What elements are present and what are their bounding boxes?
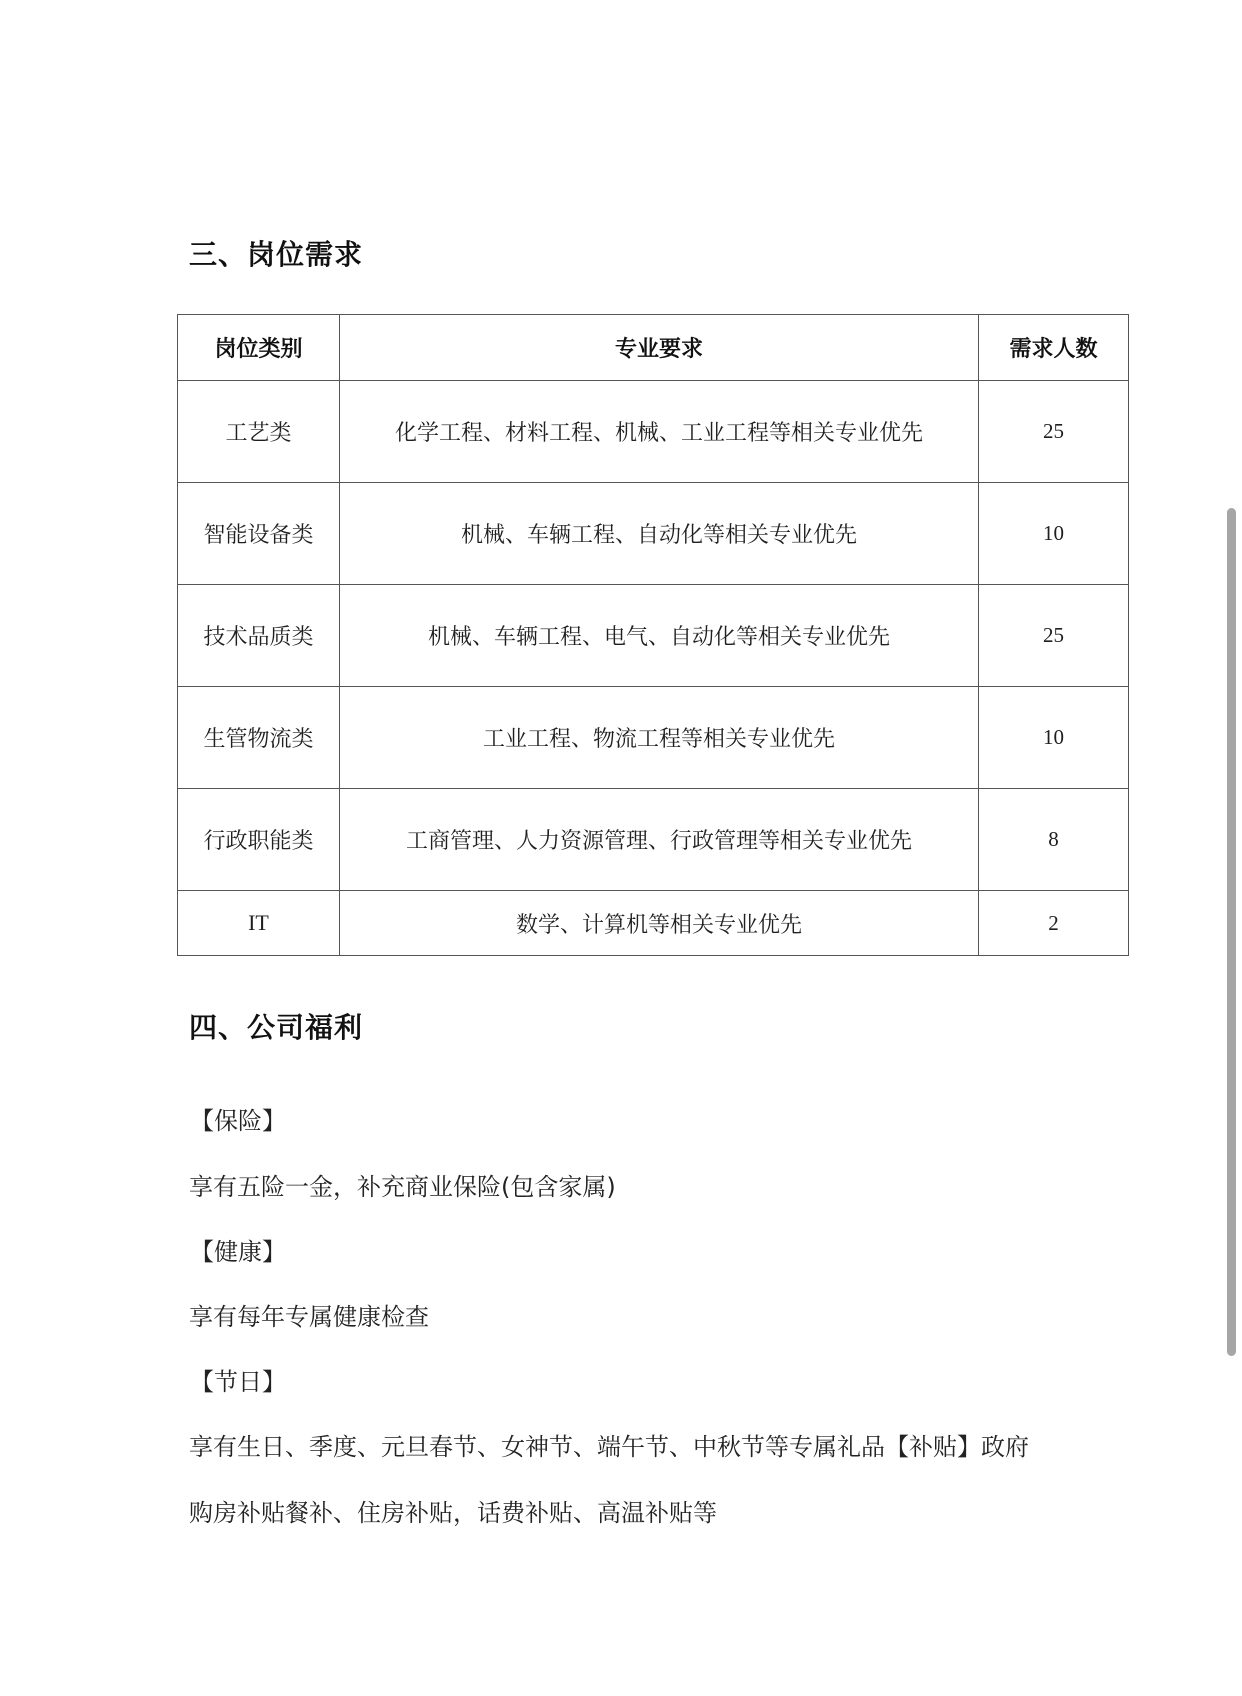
- benefit-text-insurance: 享有五险一金，补充商业保险(包含家属): [189, 1173, 616, 1201]
- cell-count: 25: [979, 381, 1129, 483]
- cell-category: 智能设备类: [178, 483, 340, 585]
- table-row: [178, 891, 1129, 956]
- benefit-heading-holiday: 【节日】: [190, 1368, 286, 1396]
- cell-requirement: 化学工程、材料工程、机械、工业工程等相关专业优先: [340, 381, 979, 483]
- benefit-heading-insurance: 【保险】: [190, 1107, 286, 1135]
- section-title-job-requirements: 三、岗位需求: [189, 238, 364, 271]
- benefit-text-subsidy: 购房补贴餐补、住房补贴，话费补贴、高温补贴等: [189, 1499, 717, 1527]
- cell-count: 8: [979, 789, 1129, 891]
- cell-category: IT: [178, 891, 340, 956]
- cell-category: 技术品质类: [178, 585, 340, 687]
- benefit-heading-health: 【健康】: [190, 1238, 286, 1266]
- cell-requirement: 机械、车辆工程、电气、自动化等相关专业优先: [340, 585, 979, 687]
- benefit-text-health: 享有每年专属健康检查: [189, 1303, 429, 1331]
- header-count: 需求人数: [979, 315, 1129, 381]
- cell-count: 10: [979, 483, 1129, 585]
- cell-requirement: 机械、车辆工程、自动化等相关专业优先: [340, 483, 979, 585]
- benefit-text-holiday-subsidy: 享有生日、季度、元旦春节、女神节、端午节、中秋节等专属礼品【补贴】政府: [189, 1433, 1029, 1461]
- cell-category: 生管物流类: [178, 687, 340, 789]
- cell-category: 工艺类: [178, 381, 340, 483]
- header-requirement: 专业要求: [340, 315, 979, 381]
- cell-requirement: 工业工程、物流工程等相关专业优先: [340, 687, 979, 789]
- cell-category: 行政职能类: [178, 789, 340, 891]
- cell-count: 25: [979, 585, 1129, 687]
- scrollbar-thumb[interactable]: [1227, 508, 1236, 1356]
- table-row: [178, 687, 1129, 789]
- cell-requirement: 数学、计算机等相关专业优先: [340, 891, 979, 956]
- table-row: [178, 585, 1129, 687]
- cell-count: 10: [979, 687, 1129, 789]
- section-title-company-benefits: 四、公司福利: [189, 1011, 364, 1044]
- table-row: [178, 789, 1129, 891]
- header-category: 岗位类别: [178, 315, 340, 381]
- table-row: [178, 381, 1129, 483]
- cell-count: 2: [979, 891, 1129, 956]
- job-requirements-table: [177, 314, 1129, 956]
- table-header-row: [178, 315, 1129, 381]
- cell-requirement: 工商管理、人力资源管理、行政管理等相关专业优先: [340, 789, 979, 891]
- table-row: [178, 483, 1129, 585]
